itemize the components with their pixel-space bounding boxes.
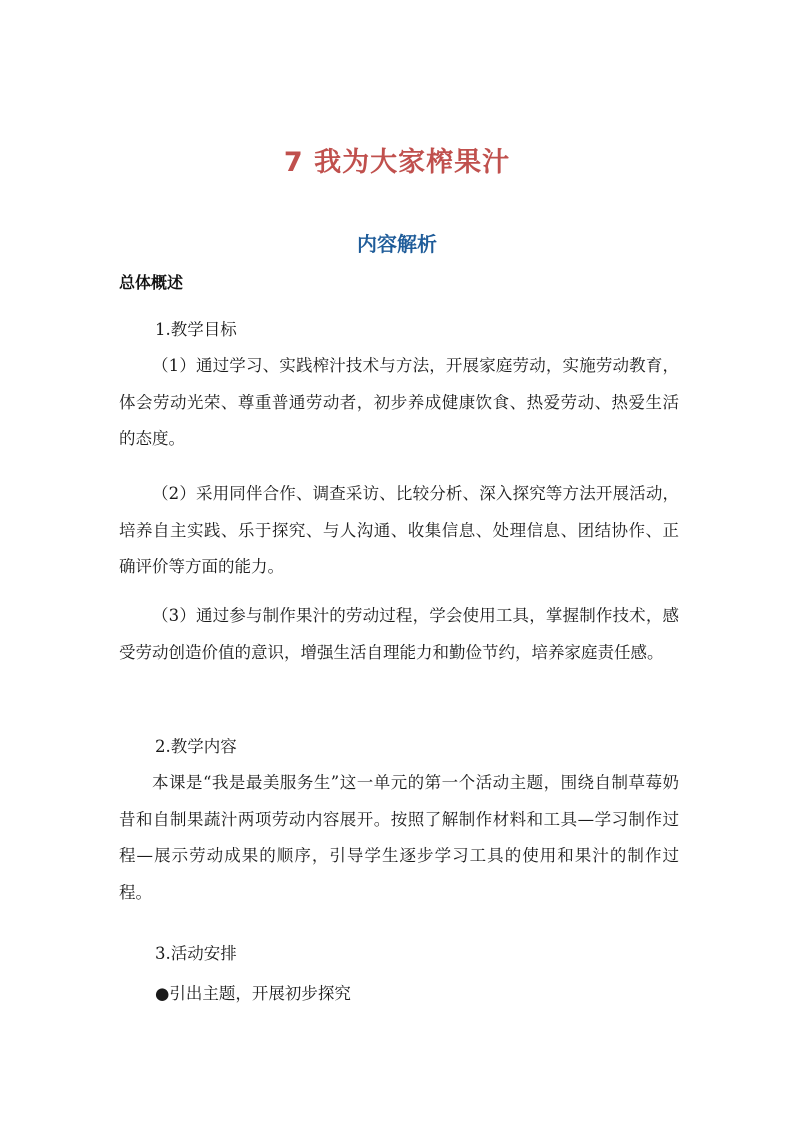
item-heading-teaching-goals: 1.教学目标	[155, 320, 237, 339]
bullet-item: ●引出主题，开展初步探究	[155, 984, 351, 1003]
content-paragraph: 本课是“我是最美服务生”这一单元的第一个活动主题，围绕自制草莓奶昔和自制果蔬汁两项劳动内容展开。按照了解制作材料和工具—学习制作过程—展示劳动成果的顺序，引导学生逐步学习工具的使用和果汁的制作过程。	[119, 773, 679, 902]
subsection-heading: 总体概述	[119, 273, 184, 292]
document-title: 7 我为大家榨果汁	[283, 147, 511, 178]
section-title: 内容解析	[357, 232, 437, 256]
goal-paragraph-3: （3）通过参与制作果汁的劳动过程，学会使用工具，掌握制作技术，感受劳动创造价值的意识，增强生活自理能力和勤俭节约，培养家庭责任感。	[119, 606, 679, 662]
item-heading-teaching-content: 2.教学内容	[155, 737, 237, 756]
goal-paragraph-1: （1）通过学习、实践榨汁技术与方法，开展家庭劳动，实施劳动教育，体会劳动光荣、尊重普通劳动者，初步养成健康饮食、热爱劳动、热爱生活的态度。	[119, 356, 679, 448]
item-heading-activity-plan: 3.活动安排	[155, 944, 237, 963]
goal-paragraph-2: （2）采用同伴合作、调查采访、比较分析、深入探究等方法开展活动，培养自主实践、乐于探究、与人沟通、收集信息、处理信息、团结协作、正确评价等方面的能力。	[119, 484, 679, 576]
